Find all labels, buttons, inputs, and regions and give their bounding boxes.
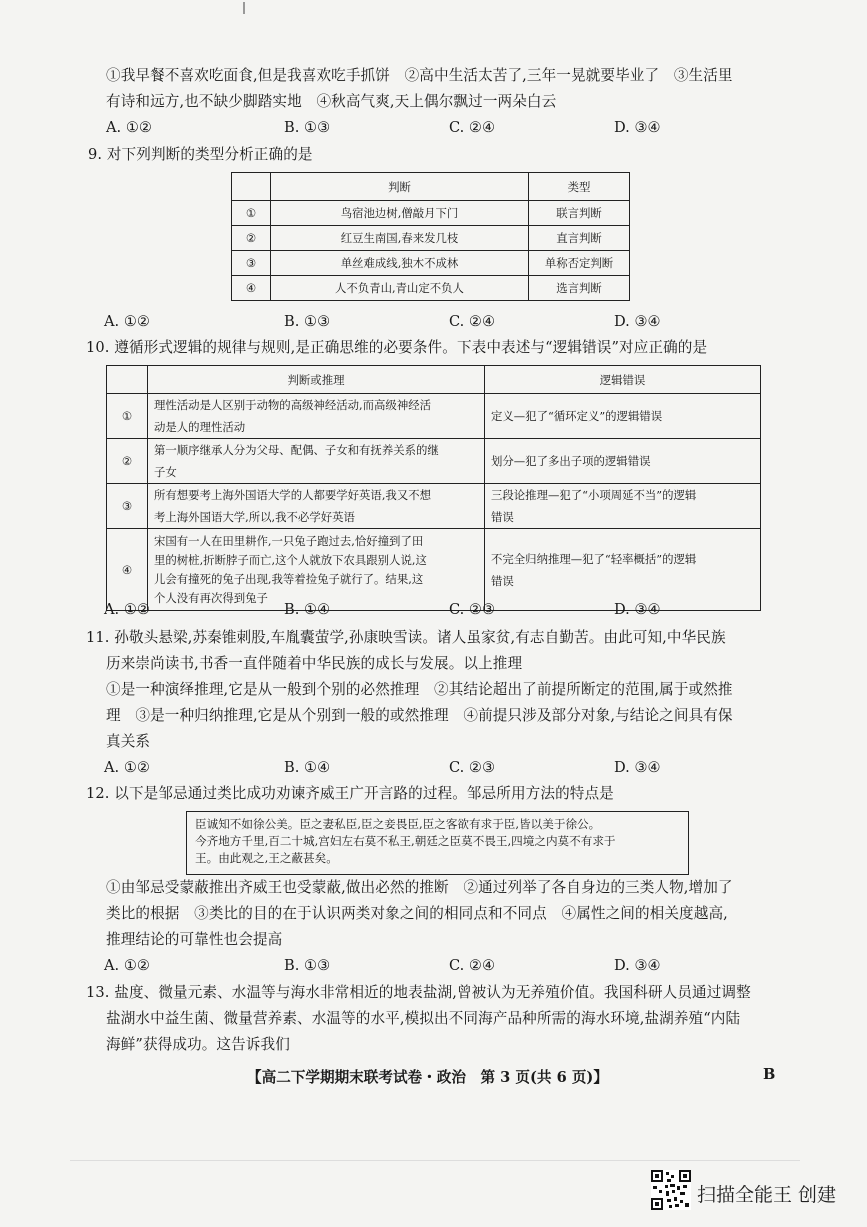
row-number: ② [107, 439, 148, 484]
table-row [107, 394, 761, 439]
row-number: ④ [232, 276, 271, 301]
table-row [232, 276, 630, 301]
q9-option-d: D. ③④ [614, 313, 661, 330]
error-line: 划分—犯了多出子项的逻辑错误 [491, 454, 651, 468]
q11-option-c: C. ②③ [449, 759, 496, 776]
reasoning-cell [148, 394, 485, 439]
q10-option-d: D. ③④ [614, 601, 661, 618]
error-line: 定义—犯了“循环定义”的逻辑错误 [491, 409, 663, 423]
reasoning-line: 宋国有一人在田里耕作,一只兔子跑过去,恰好撞到了田 [154, 533, 424, 548]
error-line: 不完全归纳推理—犯了“轻率概括”的逻辑 [491, 551, 697, 566]
table-row [232, 226, 630, 251]
page-footer-title: 【高二下学期期末联考试卷・政治 第 3 页(共 6 页)】 [247, 1069, 608, 1086]
type-cell: 联言判断 [529, 201, 630, 226]
scanner-watermark: 扫描全能王 创建 [697, 1184, 837, 1206]
table-header-cell [107, 366, 148, 394]
q11-statements-line2: 理 ③是一种归纳推理,它是从个别到一般的或然推理 ④前提只涉及部分对象,与结论之间具有保 [106, 707, 733, 724]
error-cell [485, 484, 761, 529]
q11-statements-line1: ①是一种演绎推理,它是从一般到个别的必然推理 ②其结论超出了前提所断定的范围,属于或然推 [106, 681, 733, 698]
row-number: ① [232, 201, 271, 226]
q11-stem-line1: 11. 孙敬头悬梁,苏秦锥刺股,车胤囊萤学,孙康映雪读。诸人虽家贫,有志自勤苦。由此可知,中华民族 [86, 629, 726, 646]
error-cell [485, 394, 761, 439]
reasoning-line: 理性活动是人区别于动物的高级神经活动,而高级神经活 [154, 398, 431, 412]
q12-option-c: C. ②④ [449, 957, 496, 974]
type-cell: 单称否定判断 [529, 251, 630, 276]
table-header-cell: 逻辑错误 [485, 366, 761, 394]
q10-stem: 10. 遵循形式逻辑的规律与规则,是正确思维的必要条件。下表中表述与“逻辑错误”对应正确的是 [86, 339, 708, 356]
row-number: ② [232, 226, 271, 251]
table-header-cell: 类型 [529, 173, 630, 201]
error-line: 错误 [491, 573, 514, 588]
q8-option-a: A. ①② [106, 119, 152, 136]
q13-stem-line2: 盐湖水中益生菌、微量营养素、水温等的水平,模拟出不同海产品种所需的海水环境,盐湖养殖“内陆 [106, 1010, 741, 1027]
reasoning-line: 第一顺序继承人分为父母、配偶、子女和有抚养关系的继 [154, 443, 439, 457]
qr-code-icon [651, 1170, 691, 1210]
error-cell [485, 529, 761, 611]
q9-table [231, 172, 630, 301]
quote-line: 今齐地方千里,百二十城,宫妇左右莫不私王,朝廷之臣莫不畏王,四境之内莫不有求于 [195, 834, 616, 848]
reasoning-cell [148, 439, 485, 484]
table-header-cell: 判断或推理 [148, 366, 485, 394]
type-cell: 直言判断 [529, 226, 630, 251]
judgment-cell: 人不负青山,青山定不负人 [271, 276, 529, 301]
q9-option-c: C. ②④ [449, 313, 496, 330]
judgment-cell: 鸟宿池边树,僧敲月下门 [271, 201, 529, 226]
reasoning-line: 里的树桩,折断脖子而亡,这个人就放下农具跟别人说,这 [154, 552, 427, 567]
reasoning-cell [148, 529, 485, 611]
q11-option-d: D. ③④ [614, 759, 661, 776]
q12-statements-line2: 类比的根据 ③类比的目的在于认识两类对象之间的相同点和不同点 ④属性之间的相关度越高, [106, 905, 728, 922]
table-header-cell: 判断 [271, 173, 529, 201]
scan-mark [243, 2, 245, 14]
q13-stem-line1: 13. 盐度、微量元素、水温等与海水非常相近的地表盐湖,曾被认为无养殖价值。我国科研人员通过调整 [86, 984, 751, 1001]
q9-option-b: B. ①③ [284, 313, 331, 330]
reasoning-line: 动是人的理性活动 [154, 420, 246, 434]
q12-option-b: B. ①③ [284, 957, 331, 974]
q11-option-b: B. ①④ [284, 759, 331, 776]
table-row [232, 251, 630, 276]
error-line: 错误 [491, 510, 514, 524]
q12-option-a: A. ①② [104, 957, 150, 974]
judgment-cell: 单丝难成线,独木不成林 [271, 251, 529, 276]
table-row [107, 484, 761, 529]
table-row [232, 201, 630, 226]
q11-stem-line2: 历来崇尚读书,书香一直伴随着中华民族的成长与发展。以上推理 [106, 655, 523, 672]
q12-stem: 12. 以下是邹忌通过类比成功劝谏齐威王广开言路的过程。邹忌所用方法的特点是 [86, 785, 614, 802]
q12-quote-box [186, 811, 689, 875]
quote-line: 王。由此观之,王之蔽甚矣。 [195, 851, 338, 865]
row-number: ① [107, 394, 148, 439]
table-row [107, 439, 761, 484]
quote-line: 臣诚知不如徐公美。臣之妻私臣,臣之妾畏臣,臣之客欲有求于臣,皆以美于徐公。 [195, 817, 601, 831]
reasoning-cell [148, 484, 485, 529]
page-divider [70, 1160, 800, 1161]
row-number: ④ [107, 529, 148, 611]
q8-statements-line2: 有诗和远方,也不缺少脚踏实地 ④秋高气爽,天上偶尔飘过一两朵白云 [106, 93, 557, 110]
reasoning-line: 所有想要考上海外国语大学的人都要学好英语,我又不想 [154, 488, 431, 502]
reasoning-line: 儿会有撞死的兔子出现,我等着捡兔子就行了。结果,这 [154, 571, 424, 586]
q10-option-a: A. ①② [104, 601, 150, 618]
error-line: 三段论推理—犯了“小项周延不当”的逻辑 [491, 488, 697, 502]
q12-statements-line3: 推理结论的可靠性也会提高 [106, 931, 283, 948]
q8-option-c: C. ②④ [449, 119, 496, 136]
table-header-cell [232, 173, 271, 201]
q13-stem-line3: 海鲜”获得成功。这告诉我们 [106, 1036, 290, 1053]
row-number: ③ [232, 251, 271, 276]
judgment-cell: 红豆生南国,春来发几枝 [271, 226, 529, 251]
reasoning-line: 考上海外国语大学,所以,我不必学好英语 [154, 510, 355, 524]
q10-option-c: C. ②③ [449, 601, 496, 618]
error-cell [485, 439, 761, 484]
q9-stem: 9. 对下列判断的类型分析正确的是 [88, 146, 313, 163]
q10-table [106, 365, 761, 611]
q8-option-d: D. ③④ [614, 119, 661, 136]
q12-option-d: D. ③④ [614, 957, 661, 974]
q8-statements-line1: ①我早餐不喜欢吃面食,但是我喜欢吃手抓饼 ②高中生活太苦了,三年一晃就要毕业了 ③生活里 [106, 67, 733, 84]
q9-option-a: A. ①② [104, 313, 150, 330]
exam-version-label: B [763, 1066, 776, 1083]
q11-option-a: A. ①② [104, 759, 150, 776]
row-number: ③ [107, 484, 148, 529]
table-header-row [107, 366, 761, 394]
type-cell: 选言判断 [529, 276, 630, 301]
q12-statements-line1: ①由邹忌受蒙蔽推出齐威王也受蒙蔽,做出必然的推断 ②通过列举了各自身边的三类人物,增加了 [106, 879, 733, 896]
q8-option-b: B. ①③ [284, 119, 331, 136]
table-header-row [232, 173, 630, 201]
table-row [107, 529, 761, 611]
reasoning-line: 子女 [154, 465, 177, 479]
q10-option-b: B. ①④ [284, 601, 331, 618]
q11-statements-line3: 真关系 [106, 733, 151, 750]
reasoning-line: 个人没有再次得到兔子 [154, 590, 268, 605]
